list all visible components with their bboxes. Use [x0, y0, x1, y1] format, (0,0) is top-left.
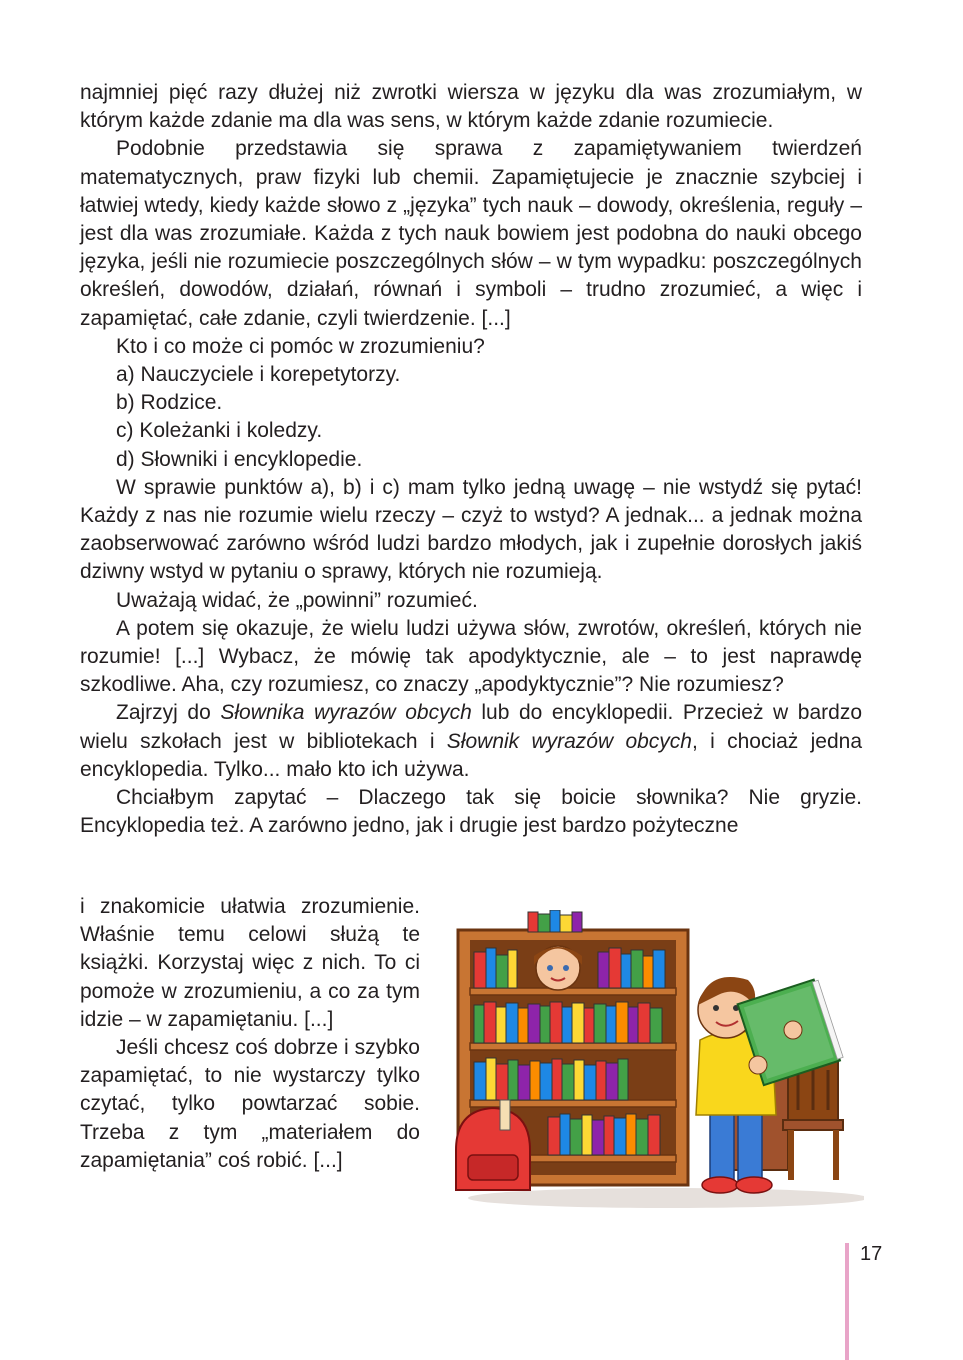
- text-run: Zajrzyj do: [116, 701, 221, 725]
- list-item: b) Rodzice.: [116, 391, 223, 415]
- list-item: a) Nauczyciele i korepetytorzy.: [116, 363, 401, 387]
- italic-title: Słownika wyrazów obcych: [220, 701, 472, 725]
- main-text: [80, 79, 862, 840]
- paragraph: A potem się okazuje, że wielu ludzi używa słów, zwrotów, określeń, których nie rozumie! [...] Wybacz, że mówię tak apodyktycznie, ale – to jest naprawdę szkodliwe. Aha, czy rozumiesz, co znaczy „apodyktycznie”? Nie rozumiesz?: [80, 616, 862, 697]
- text-run: , i chociaż jedna encyklopedia. Tylko... mało kto ich używa.: [80, 729, 862, 781]
- paragraph: Podobnie przedstawia się sprawa z zapamiętywaniem twierdzeń matematycznych, praw fizyki lub chemii. Zapamiętujecie je znacznie szybciej i łatwiej wtedy, kiedy każde słowo z „języka” tych nauk – dowody, określenia, reguły – jest dla was zrozumiałe. Każda z tych nauk bowiem jest podobna do nauki obcego języka, jeśli nie rozumiecie poszczególnych słów – w tym wypadku: poszczególnych określeń, dowodów, działań, równań i symboli – trudno zrozumieć, a więc i zapamiętać, całe zdanie, czyli twierdzenie. [...]: [80, 137, 862, 330]
- italic-title: Słownik wyrazów obcych: [446, 729, 692, 753]
- paragraph-zajrzyj: [80, 699, 862, 784]
- paragraph: najmniej pięć razy dłużej niż zwrotki wiersza w języku dla was zrozumiałym, w którym każde zdanie ma dla was sens, w którym każde zdanie rozumiecie.: [80, 81, 862, 133]
- paragraph: W sprawie punktów a), b) i c) mam tylko jedną uwagę – nie wstydź się pytać! Każdy z nas nie rozumie wielu rzeczy – czyż to wstyd? A jednak... a jednak można zaobserwować zarówno wśród ludzi bardzo młodych, jak i zupełnie dorosłych jakiś dziwny wstyd w pytaniu o sprawy, których nie rozumieją.: [80, 475, 862, 584]
- float-text: [80, 893, 420, 1175]
- paragraph: Uważają widać, że „powinni” rozumieć.: [116, 588, 478, 612]
- paragraph: i znakomicie ułatwia zrozumienie. Właśnie temu celowi służą te książki. Korzystaj więc z nich. To ci pomoże w zrozumieniu, a co za tym idzie – w zapamiętaniu. [...]: [80, 895, 420, 1031]
- page-accent-bar: [845, 1243, 849, 1360]
- paragraph: Jeśli chcesz coś dobrze i szybko zapamiętać, to nie wystarczy tylko czytać, tylko powtarzać sobie. Trzeba z tym „materiałem do zapamiętania” coś robić. [...]: [80, 1036, 420, 1172]
- list-item: c) Koleżanki i koledzy.: [116, 419, 323, 443]
- bookshelf-children-illustration: [448, 910, 864, 1210]
- text-run: lub do encyklopedii. Przecież w bardzo wielu szkołach jest w bibliotekach i: [80, 701, 862, 753]
- list-item: d) Słowniki i encyklopedie.: [116, 447, 363, 471]
- question-paragraph: Kto i co może ci pomóc w zrozumieniu?: [116, 334, 485, 358]
- paragraph: Chciałbym zapytać – Dlaczego tak się boicie słownika? Nie gryzie. Encyklopedia też. A zarówno jedno, jak i drugie jest bardzo pożyteczne: [80, 786, 862, 838]
- page-number: 17: [860, 1243, 883, 1265]
